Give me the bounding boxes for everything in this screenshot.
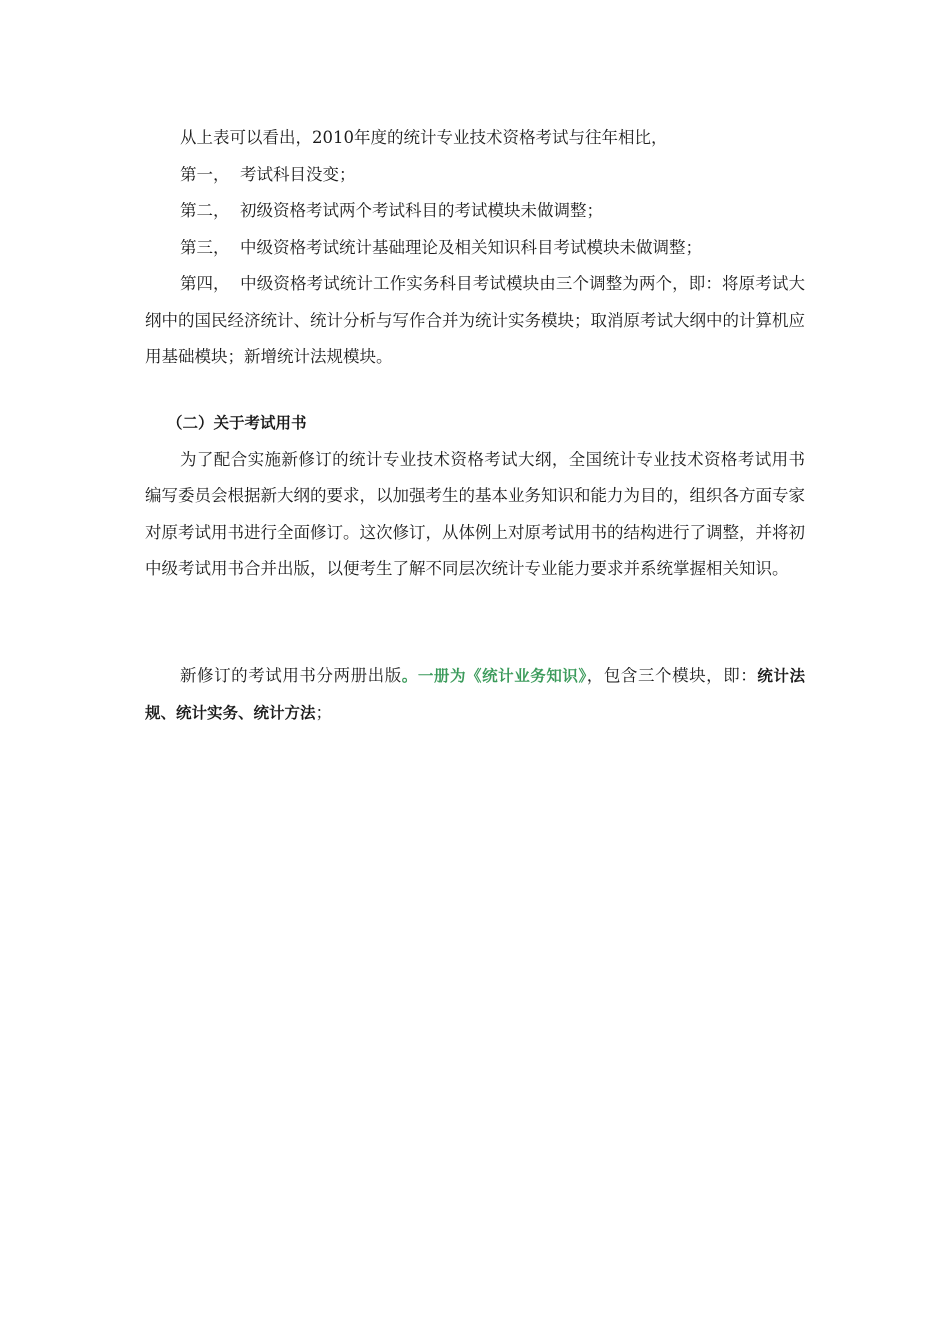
list-label: 第一， <box>180 164 230 184</box>
intro-paragraph: 从上表可以看出，2010年度的统计专业技术资格考试与往年相比， <box>180 128 668 147</box>
list-text: 中级资格考试统计工作实务科目考试模块由三个调整为两个，即：将原考试大纲中的国民经济统计、统计分析与写作合并为统计实务模块；取消原考试大纲中的计算机应用基础模块；新增统计法规模块。 <box>145 274 805 366</box>
section-1 <box>145 120 805 376</box>
para2-start: 新修订的考试用书分两册出版 <box>180 666 402 685</box>
list-text: 初级资格考试两个考试科目的考试模块未做调整； <box>240 201 603 220</box>
paragraph-1: 为了配合实施新修订的统计专业技术资格考试大纲，全国统计专业技术资格考试用书编写委员会根据新大纲的要求，以加强考生的基本业务知识和能力为目的，组织各方面专家对原考试用书进行全面修订。这次修订，从体例上对原考试用书的结构进行了调整，并将初中级考试用书合并出版，以便考生了解不同层次统计专业能力要求并系统掌握相关知识。 <box>145 449 805 578</box>
list-item-2 <box>145 193 805 230</box>
list-text: 中级资格考试统计基础理论及相关知识科目考试模块未做调整； <box>240 237 702 257</box>
list-label: 第三， <box>180 237 230 257</box>
para2-bold: 统计法规、统计实务、统计方法 <box>145 667 805 722</box>
list-label: 第四， <box>180 274 230 293</box>
list-label: 第二， <box>180 201 230 220</box>
para2-mid: ，包含三个模块，即： <box>586 666 758 685</box>
list-item-1 <box>145 157 805 194</box>
section-2 <box>145 405 805 588</box>
paragraph-2 <box>145 658 805 731</box>
list-item-3 <box>145 230 805 267</box>
para2-highlight: 。一册为《统计业务知识》 <box>401 667 587 685</box>
section-heading: （二）关于考试用书 <box>167 414 307 432</box>
list-text: 考试科目没变； <box>240 164 356 184</box>
list-item-4 <box>145 266 805 376</box>
section-2-para-2 <box>145 658 805 731</box>
para2-end: ； <box>315 702 333 722</box>
